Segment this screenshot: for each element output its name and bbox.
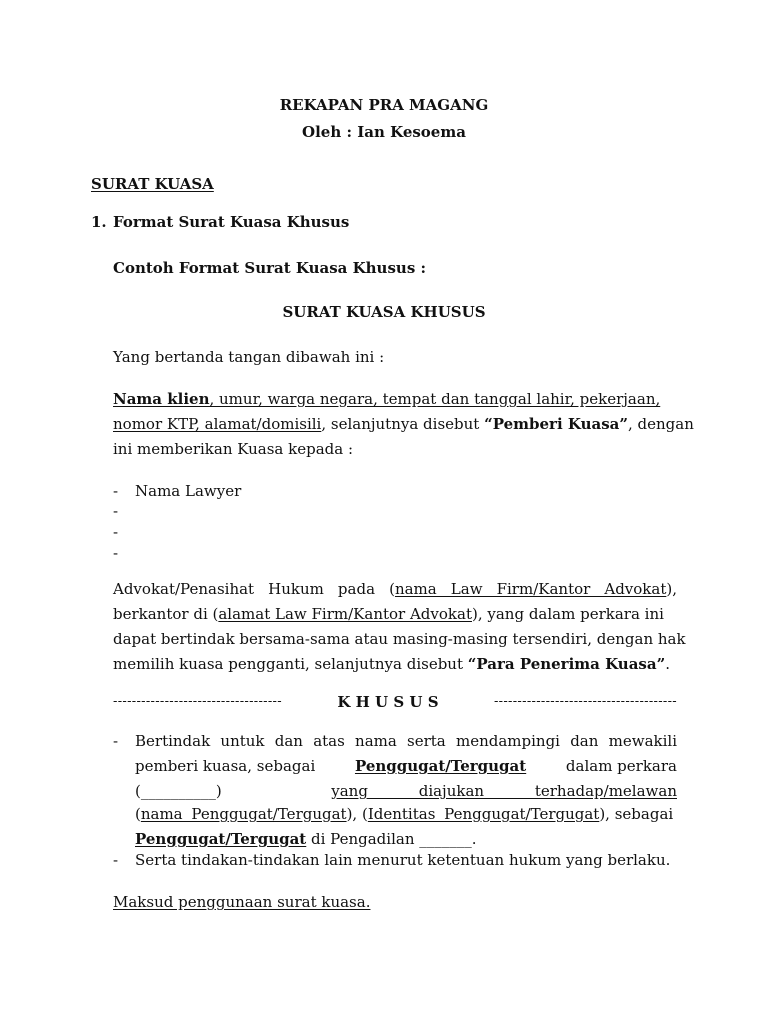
khusus-2-text: Serta tindakan-tindakan lain menurut ketentuan hukum yang berlaku. bbox=[135, 851, 671, 869]
client-line-3: ini memberikan Kuasa kepada : bbox=[113, 440, 354, 458]
letter-title: SURAT KUASA KHUSUS bbox=[282, 303, 486, 321]
letter-opening: Yang bertanda tangan dibawah ini : bbox=[113, 348, 385, 366]
item-title: Format Surat Kuasa Khusus bbox=[113, 213, 350, 231]
khusus-1-line-4: (nama Penggugat/Tergugat), (Identitas Penggugat/Tergugat), sebagai bbox=[135, 805, 674, 823]
advocate-line-1: Advokat/Penasihat Hukum pada (nama Law Firm/Kantor Advokat), bbox=[113, 580, 677, 598]
khusus-1-line-2: pemberi kuasa, sebagai Penggugat/Tergugat dalam perkara bbox=[135, 757, 677, 775]
lawyer-dash-1: - bbox=[113, 482, 119, 500]
lawyer-dash-4: - bbox=[113, 544, 119, 562]
advocate-line-3: dapat bertindak bersama-sama atau masing-masing tersendiri, dengan hak bbox=[113, 630, 686, 648]
advocate-line-2: berkantor di (alamat Law Firm/Kantor Advokat), yang dalam perkara ini bbox=[113, 605, 664, 623]
document-author: Oleh : Ian Kesoema bbox=[302, 123, 466, 141]
lawyer-dash-2: - bbox=[113, 502, 119, 520]
khusus-dash-2: - bbox=[113, 851, 119, 869]
khusus-1-line-1: Bertindak untuk dan atas nama serta mendampingi dan mewakili bbox=[135, 732, 677, 750]
advocate-line-4: memilih kuasa pengganti, selanjutnya disebut “Para Penerima Kuasa”. bbox=[113, 655, 671, 673]
khusus-1-line-5: Penggugat/Tergugat di Pengadilan _______. bbox=[135, 830, 477, 848]
example-title: Contoh Format Surat Kuasa Khusus : bbox=[113, 259, 427, 277]
document-title: REKAPAN PRA MAGANG bbox=[279, 96, 489, 114]
item-number: 1. bbox=[91, 213, 107, 231]
khusus-separator: ------------------------------------ K H U S U S --------------------------------------- bbox=[113, 693, 677, 711]
section-heading: SURAT KUASA bbox=[91, 175, 214, 193]
client-line-2: nomor KTP, alamat/domisili, selanjutnya disebut “Pemberi Kuasa”, dengan bbox=[113, 415, 694, 433]
lawyer-name-1: Nama Lawyer bbox=[135, 482, 242, 500]
khusus-dash-1: - bbox=[113, 732, 119, 750]
lawyer-dash-3: - bbox=[113, 523, 119, 541]
khusus-1-line-3: (__________) yang diajukan terhadap/melawan bbox=[135, 782, 677, 800]
client-line-1: Nama klien, umur, warga negara, tempat dan tanggal lahir, pekerjaan, bbox=[113, 390, 661, 408]
purpose-heading: Maksud penggunaan surat kuasa. bbox=[113, 893, 371, 911]
